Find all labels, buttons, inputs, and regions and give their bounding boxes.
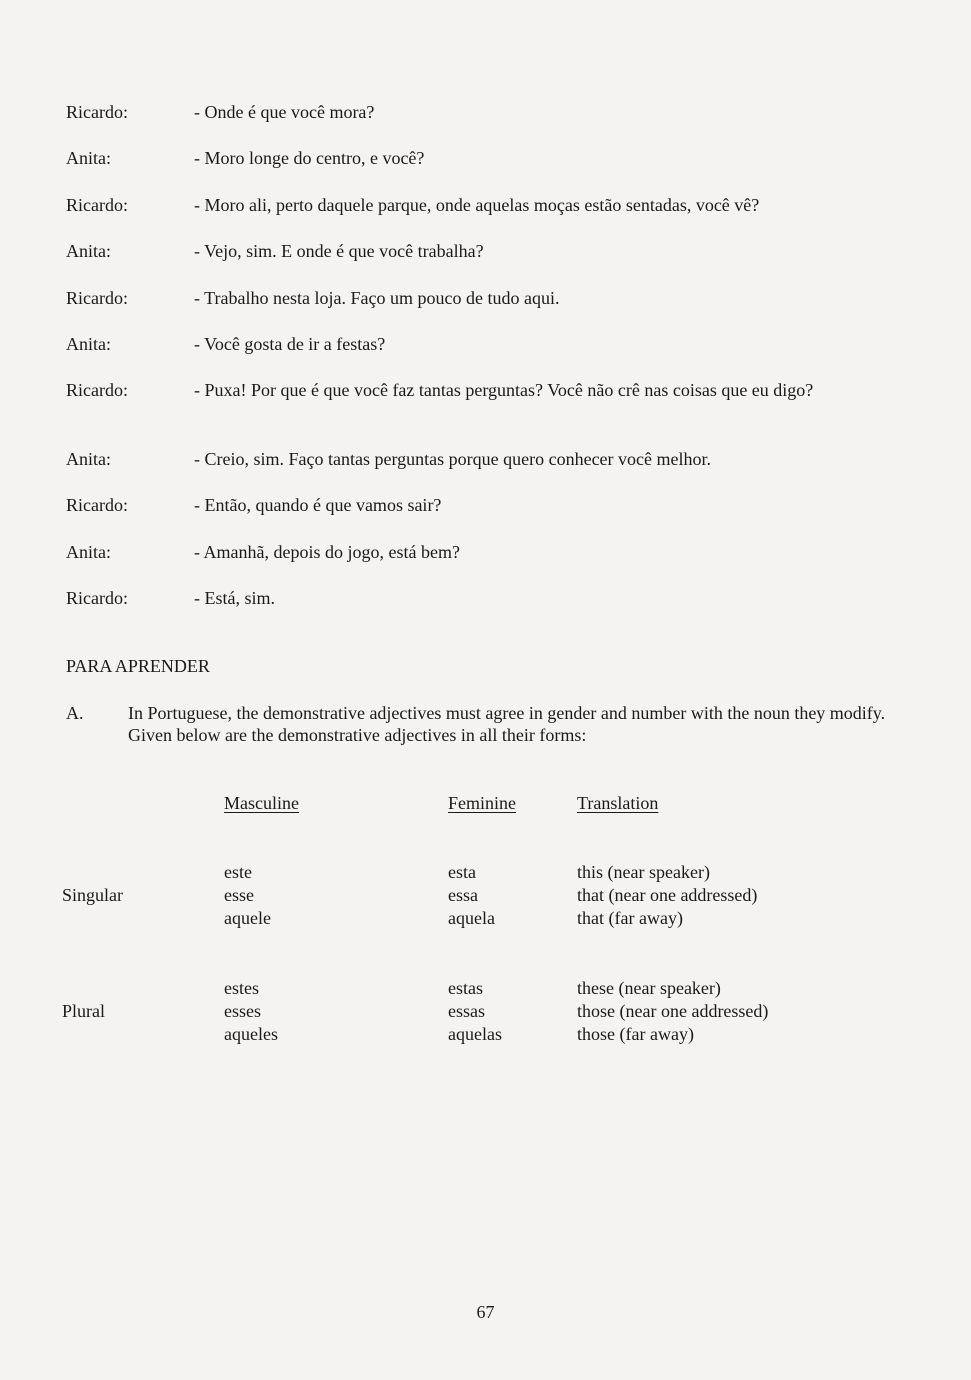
speaker-name: Anita: <box>66 449 111 469</box>
translation-text: those (near one addressed) <box>577 1001 769 1021</box>
dialogue-line <box>66 447 866 471</box>
translation-text: this (near speaker) <box>577 862 710 882</box>
translation-text: these (near speaker) <box>577 978 721 998</box>
speaker-name: Ricardo: <box>66 588 128 608</box>
dialogue-line <box>66 193 866 217</box>
masculine-form: estes <box>224 978 259 998</box>
speech-text: - Vejo, sim. E onde é que você trabalha? <box>194 241 484 261</box>
translation-text: that (far away) <box>577 908 683 928</box>
speaker-name: Ricardo: <box>66 495 128 515</box>
speech-text: - Moro longe do centro, e você? <box>194 148 425 168</box>
feminine-form: essa <box>448 885 478 905</box>
masculine-form: esses <box>224 1001 261 1021</box>
dialogue-line <box>66 332 866 356</box>
speech-text: - Creio, sim. Faço tantas perguntas porque quero conhecer você melhor. <box>194 449 712 469</box>
feminine-form: essas <box>448 1001 485 1021</box>
masculine-form: esse <box>224 885 254 905</box>
dialogue-line <box>66 493 866 517</box>
feminine-form: estas <box>448 978 483 998</box>
feminine-form: aquelas <box>448 1024 502 1044</box>
page-number: 67 <box>476 1302 495 1322</box>
paragraph-letter: A. <box>66 703 84 723</box>
speaker-name: Anita: <box>66 148 111 168</box>
speaker-name: Ricardo: <box>66 288 128 308</box>
speaker-name: Anita: <box>66 334 111 354</box>
feminine-form: aquela <box>448 908 495 928</box>
speech-text: - Trabalho nesta loja. Faço um pouco de tudo aqui. <box>194 288 560 308</box>
speech-text: - Onde é que você mora? <box>194 102 375 122</box>
speech-text: - Amanhã, depois do jogo, está bem? <box>194 542 460 562</box>
translation-text: those (far away) <box>577 1024 694 1044</box>
masculine-form: aqueles <box>224 1024 278 1044</box>
speaker-name: Ricardo: <box>66 102 128 122</box>
dialogue-line <box>66 146 866 170</box>
row-label-singular: Singular <box>62 885 123 905</box>
speech-text: - Você gosta de ir a festas? <box>194 334 386 354</box>
paragraph-text: In Portuguese, the demonstrative adjectives must agree in gender and number with the noun they modify. Given below are the demonstrative adjectives in all their forms: <box>128 703 886 745</box>
header-translation: Translation <box>577 793 659 813</box>
explanation-paragraph <box>66 702 886 746</box>
speaker-name: Anita: <box>66 241 111 261</box>
dialogue-line <box>66 286 866 310</box>
section-title: PARA APRENDER <box>66 656 210 676</box>
dialogue-line <box>66 100 866 124</box>
dialogue-line <box>66 239 866 263</box>
speech-text: - Está, sim. <box>194 588 275 608</box>
header-feminine: Feminine <box>448 793 516 813</box>
row-label-plural: Plural <box>62 1001 105 1021</box>
translation-text: that (near one addressed) <box>577 885 758 905</box>
header-masculine: Masculine <box>224 793 299 813</box>
masculine-form: aquele <box>224 908 271 928</box>
speech-text: - Puxa! Por que é que você faz tantas perguntas? Você não crê nas coisas que eu digo? <box>194 380 814 400</box>
dialogue-line <box>66 540 866 564</box>
speaker-name: Anita: <box>66 542 111 562</box>
speaker-name: Ricardo: <box>66 195 128 215</box>
feminine-form: esta <box>448 862 476 882</box>
dialogue-line <box>66 586 866 610</box>
masculine-form: este <box>224 862 252 882</box>
speech-text: - Então, quando é que vamos sair? <box>194 495 442 515</box>
dialogue-line <box>66 378 866 402</box>
speaker-name: Ricardo: <box>66 380 128 400</box>
speech-text: - Moro ali, perto daquele parque, onde aquelas moças estão sentadas, você vê? <box>194 195 760 215</box>
